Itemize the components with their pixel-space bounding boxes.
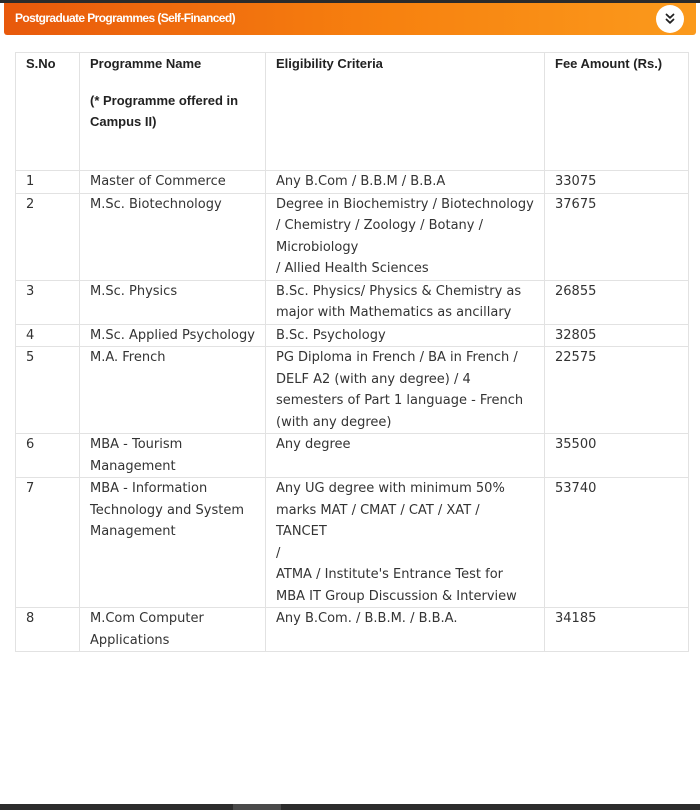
eligibility-line: ATMA / Institute's Entrance Test for MBA IT Group Discussion & Interview — [276, 567, 517, 604]
table-row — [16, 324, 689, 347]
cell-sno: 3 — [16, 280, 80, 324]
scrollbar-thumb[interactable] — [233, 804, 281, 810]
cell-eligibility — [266, 608, 545, 652]
programmes-table — [15, 52, 689, 652]
cell-programme-name: M.Com Computer Applications — [80, 608, 266, 652]
header-programme-name — [80, 53, 266, 171]
cell-eligibility — [266, 434, 545, 478]
table-row — [16, 171, 689, 194]
cell-eligibility — [266, 280, 545, 324]
cell-eligibility — [266, 324, 545, 347]
eligibility-line: / — [276, 545, 281, 561]
eligibility-line: B.Sc. Physics/ Physics & Chemistry as major with Mathematics as ancillary — [276, 283, 522, 320]
table-row — [16, 478, 689, 608]
cell-programme-name: MBA - Tourism Management — [80, 434, 266, 478]
cell-programme-name: M.Sc. Applied Psychology — [80, 324, 266, 347]
chevron-double-down-icon — [664, 13, 676, 25]
cell-fee: 34185 — [545, 608, 689, 652]
table-row — [16, 608, 689, 652]
table-row — [16, 434, 689, 478]
accordion-header[interactable] — [4, 3, 696, 35]
cell-eligibility — [266, 347, 545, 434]
cell-sno: 2 — [16, 193, 80, 280]
header-eligibility: Eligibility Criteria — [266, 53, 545, 171]
cell-programme-name: Master of Commerce — [80, 171, 266, 194]
cell-programme-name: MBA - Information Technology and System Management — [80, 478, 266, 608]
cell-eligibility — [266, 193, 545, 280]
cell-fee: 53740 — [545, 478, 689, 608]
cell-sno: 8 — [16, 608, 80, 652]
eligibility-line: B.Sc. Psychology — [276, 327, 386, 343]
header-programme-note: (* Programme offered in Campus II) — [90, 92, 239, 129]
table-row — [16, 193, 689, 280]
accordion-toggle-button[interactable] — [656, 5, 684, 33]
eligibility-line: Any UG degree with minimum 50% marks MAT / CMAT / CAT / XAT / TANCET — [276, 481, 505, 539]
cell-fee: 35500 — [545, 434, 689, 478]
cell-sno: 7 — [16, 478, 80, 608]
table-row — [16, 280, 689, 324]
eligibility-line: Any B.Com. / B.B.M. / B.B.A. — [276, 611, 458, 626]
eligibility-line: Degree in Biochemistry / Biotechnology / Chemistry / Zoology / Botany / Microbiology — [276, 196, 534, 255]
cell-sno: 5 — [16, 347, 80, 434]
cell-eligibility — [266, 478, 545, 608]
table-header-row — [16, 53, 689, 171]
cell-sno: 6 — [16, 434, 80, 478]
cell-eligibility — [266, 171, 545, 194]
accordion-title: Postgraduate Programmes (Self-Financed) — [15, 11, 235, 25]
horizontal-scrollbar[interactable] — [0, 804, 700, 810]
cell-fee: 26855 — [545, 280, 689, 324]
header-sno: S.No — [16, 53, 80, 171]
cell-fee: 32805 — [545, 324, 689, 347]
cell-programme-name: M.Sc. Biotechnology — [80, 193, 266, 280]
cell-programme-name: M.Sc. Physics — [80, 280, 266, 324]
cell-programme-name: M.A. French — [80, 347, 266, 434]
cell-sno: 1 — [16, 171, 80, 194]
eligibility-line: Any B.Com / B.B.M / B.B.A — [276, 174, 446, 189]
table-row — [16, 347, 689, 434]
cell-fee: 37675 — [545, 193, 689, 280]
cell-fee: 22575 — [545, 347, 689, 434]
eligibility-line: Any degree — [276, 437, 351, 452]
cell-fee: 33075 — [545, 171, 689, 194]
eligibility-line: / Allied Health Sciences — [276, 261, 429, 276]
header-fee: Fee Amount (Rs.) — [545, 53, 689, 171]
eligibility-line: PG Diploma in French / BA in French / DELF A2 (with any degree) / 4 semesters of Part 1 language - French (with any degree) — [276, 350, 524, 430]
header-programme-label: Programme Name — [90, 56, 202, 71]
cell-sno: 4 — [16, 324, 80, 347]
